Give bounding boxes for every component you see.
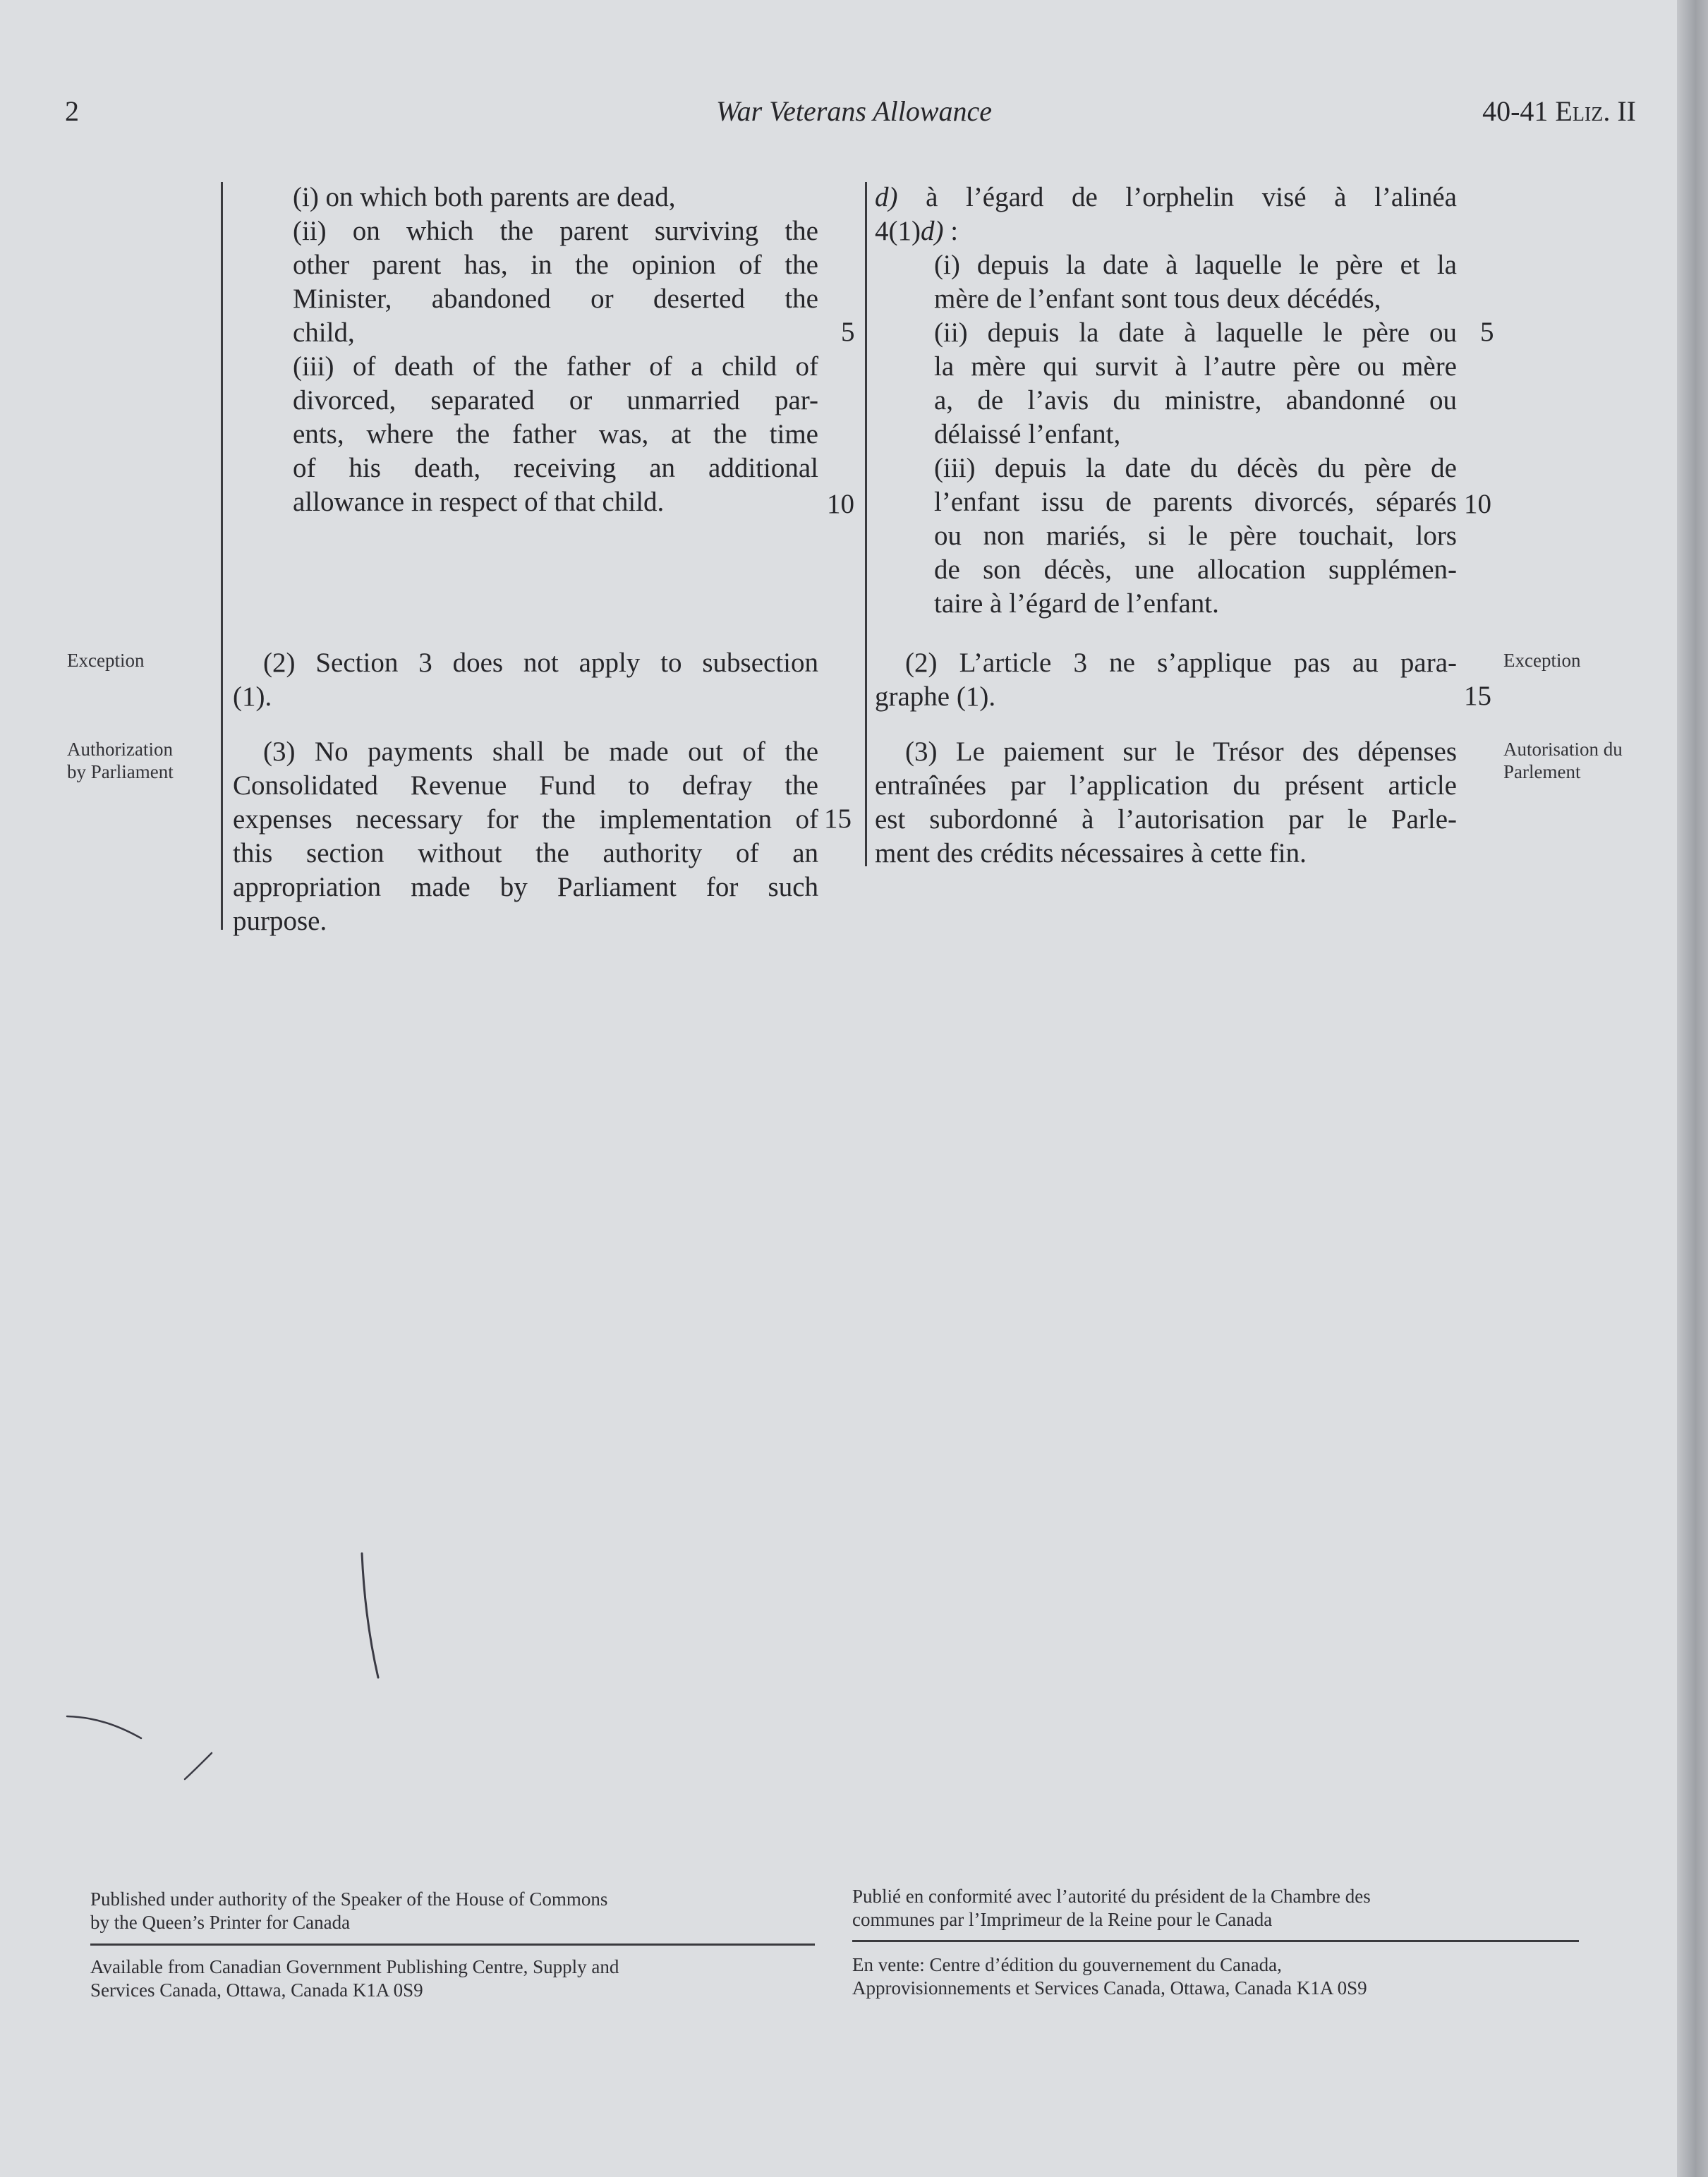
en-line-number-15: 15 (824, 804, 852, 834)
french-paragraph-d (875, 181, 1457, 248)
fr-s3-line-4: ment des crédits nécessaires à cette fin. (875, 838, 1307, 868)
margin-note-exception-fr: Exception (1503, 650, 1581, 671)
en-s3-line-3: expenses necessary for the implementation of (233, 804, 818, 835)
footer-en-available-line-1: Available from Canadian Government Publishing Centre, Supply and (90, 1956, 619, 1977)
french-subsection-2 (875, 646, 1457, 714)
footer-en-available (90, 1955, 813, 2002)
fr-s2-line-2: graphe (1). (875, 681, 996, 712)
pen-mark-vertical (362, 1553, 378, 1678)
english-item-i (293, 181, 818, 214)
french-subsection-3 (875, 735, 1457, 871)
french-item-i (934, 248, 1457, 316)
fr-iii-line-1: (iii) depuis la date du décès du père de (934, 453, 1457, 483)
fr-d-letter: d) (875, 182, 898, 212)
footer-fr-available-line-1: En vente: Centre d’édition du gouvernement du Canada, (852, 1954, 1282, 1975)
fr-iii-line-2: l’enfant issu de parents divorcés, séparés (934, 487, 1457, 517)
fr-iii-line-5: taire à l’égard de l’enfant. (934, 588, 1219, 619)
footer-fr-rule (852, 1940, 1579, 1942)
en-ii-line-3: Minister, abandoned or deserted the (293, 284, 818, 314)
running-title: War Veterans Allowance (715, 95, 993, 127)
english-item-ii (293, 214, 818, 350)
fr-s3-line-3: est subordonné à l’autorisation par le Parle- (875, 804, 1457, 835)
fr-ii-line-2: la mère qui survit à l’autre père ou mère (934, 351, 1457, 382)
en-iii-line-2: divorced, separated or unmarried par- (293, 385, 818, 416)
footer-en-available-line-2: Services Canada, Ottawa, Canada K1A 0S9 (90, 1979, 423, 2001)
footer-en-published-line-1: Published under authority of the Speaker of the House of Commons (90, 1888, 608, 1910)
fr-ii-line-4: délaissé l’enfant, (934, 419, 1121, 449)
fr-d-ref-prefix: 4(1) (875, 216, 921, 246)
fr-s3-line-2: entraînées par l’application du présent article (875, 770, 1457, 801)
en-ii-line-4: child, (293, 317, 355, 348)
en-line-number-5: 5 (841, 317, 855, 347)
pen-marks (0, 1538, 423, 1806)
fr-line-number-10: 10 (1464, 489, 1491, 519)
footer-fr-available-line-2: Approvisionnements et Services Canada, Ottawa, Canada K1A 0S9 (852, 1977, 1367, 1999)
footer-en-published-line-2: by the Queen’s Printer for Canada (90, 1912, 351, 1933)
fr-d-ref-letter: d) (920, 216, 944, 246)
session-label (1482, 95, 1636, 128)
footer-fr-published-line-1: Publié en conformité avec l’autorité du président de la Chambre des (852, 1886, 1371, 1907)
margin-note-authorization-en (67, 738, 174, 783)
fr-line-number-5: 5 (1480, 317, 1494, 347)
footer-en-published (90, 1888, 813, 1934)
en-ii-line-2: other parent has, in the opinion of the (293, 250, 818, 280)
fr-d-line-1 (875, 181, 1457, 214)
en-i-line-1: (i) on which both parents are dead, (293, 182, 676, 212)
fr-s2-line-1: (2) L’article 3 ne s’applique pas au para- (905, 648, 1457, 678)
footer-fr-published (852, 1885, 1579, 1932)
pen-mark-left (67, 1716, 141, 1738)
fr-s3-line-1: (3) Le paiement sur le Trésor des dépenses (905, 736, 1457, 767)
fr-iii-line-3: ou non mariés, si le père touchait, lors (934, 521, 1457, 551)
margin-note-authorization-fr-line-1: Autorisation du (1503, 739, 1623, 760)
english-item-iii (293, 350, 818, 519)
footer-fr-published-line-2: communes par l’Imprimeur de la Reine pour le Canada (852, 1909, 1273, 1930)
en-s3-line-6: purpose. (233, 906, 327, 936)
fr-i-line-1: (i) depuis la date à laquelle le père et la (934, 250, 1457, 280)
en-s3-line-4: this section without the authority of an (233, 838, 818, 868)
en-iii-line-3: ents, where the father was, at the time (293, 419, 818, 449)
english-subsection-2 (233, 646, 818, 714)
margin-note-authorization-en-line-1: Authorization (67, 739, 173, 760)
footer-en-rule (90, 1943, 815, 1946)
en-iii-line-1: (iii) of death of the father of a child of (293, 351, 818, 382)
fr-ii-line-1: (ii) depuis la date à laquelle le père ou (934, 317, 1457, 348)
en-s3-line-1: (3) No payments shall be made out of the (263, 736, 818, 767)
footer-fr-available (852, 1953, 1579, 2000)
en-line-number-10: 10 (827, 489, 854, 519)
fr-d-line-2 (875, 214, 1457, 248)
english-margin-rule (221, 182, 223, 930)
en-s2-line-2: (1). (233, 681, 272, 712)
fr-d-text: à l’égard de l’orphelin visé à l’alinéa (897, 182, 1457, 212)
center-rule (865, 182, 867, 866)
en-s2-line-1: (2) Section 3 does not apply to subsection (263, 648, 818, 678)
fr-iii-line-4: de son décès, une allocation supplémen- (934, 554, 1457, 585)
en-iii-line-4: of his death, receiving an additional (293, 453, 818, 483)
page-edge (1677, 0, 1708, 2177)
fr-d-ref-suffix: : (943, 216, 959, 246)
english-subsection-3 (233, 735, 818, 938)
french-item-ii (934, 316, 1457, 451)
en-s3-line-5: appropriation made by Parliament for such (233, 872, 818, 902)
margin-note-exception-en: Exception (67, 650, 145, 671)
session-text: 40-41 Eliz. II (1482, 95, 1636, 127)
margin-note-authorization-en-line-2: by Parliament (67, 761, 174, 782)
margin-note-authorization-fr (1503, 738, 1623, 783)
french-item-iii (934, 451, 1457, 621)
pen-mark-diagonal (185, 1753, 212, 1779)
margin-note-authorization-fr-line-2: Parlement (1503, 761, 1581, 782)
en-iii-line-5: allowance in respect of that child. (293, 487, 665, 517)
fr-i-line-2: mère de l’enfant sont tous deux décédés, (934, 284, 1381, 314)
fr-ii-line-3: a, de l’avis du ministre, abandonné ou (934, 385, 1457, 416)
en-ii-line-1: (ii) on which the parent surviving the (293, 216, 818, 246)
page-number: 2 (65, 95, 79, 127)
en-s3-line-2: Consolidated Revenue Fund to defray the (233, 770, 818, 801)
fr-line-number-15: 15 (1464, 681, 1491, 711)
